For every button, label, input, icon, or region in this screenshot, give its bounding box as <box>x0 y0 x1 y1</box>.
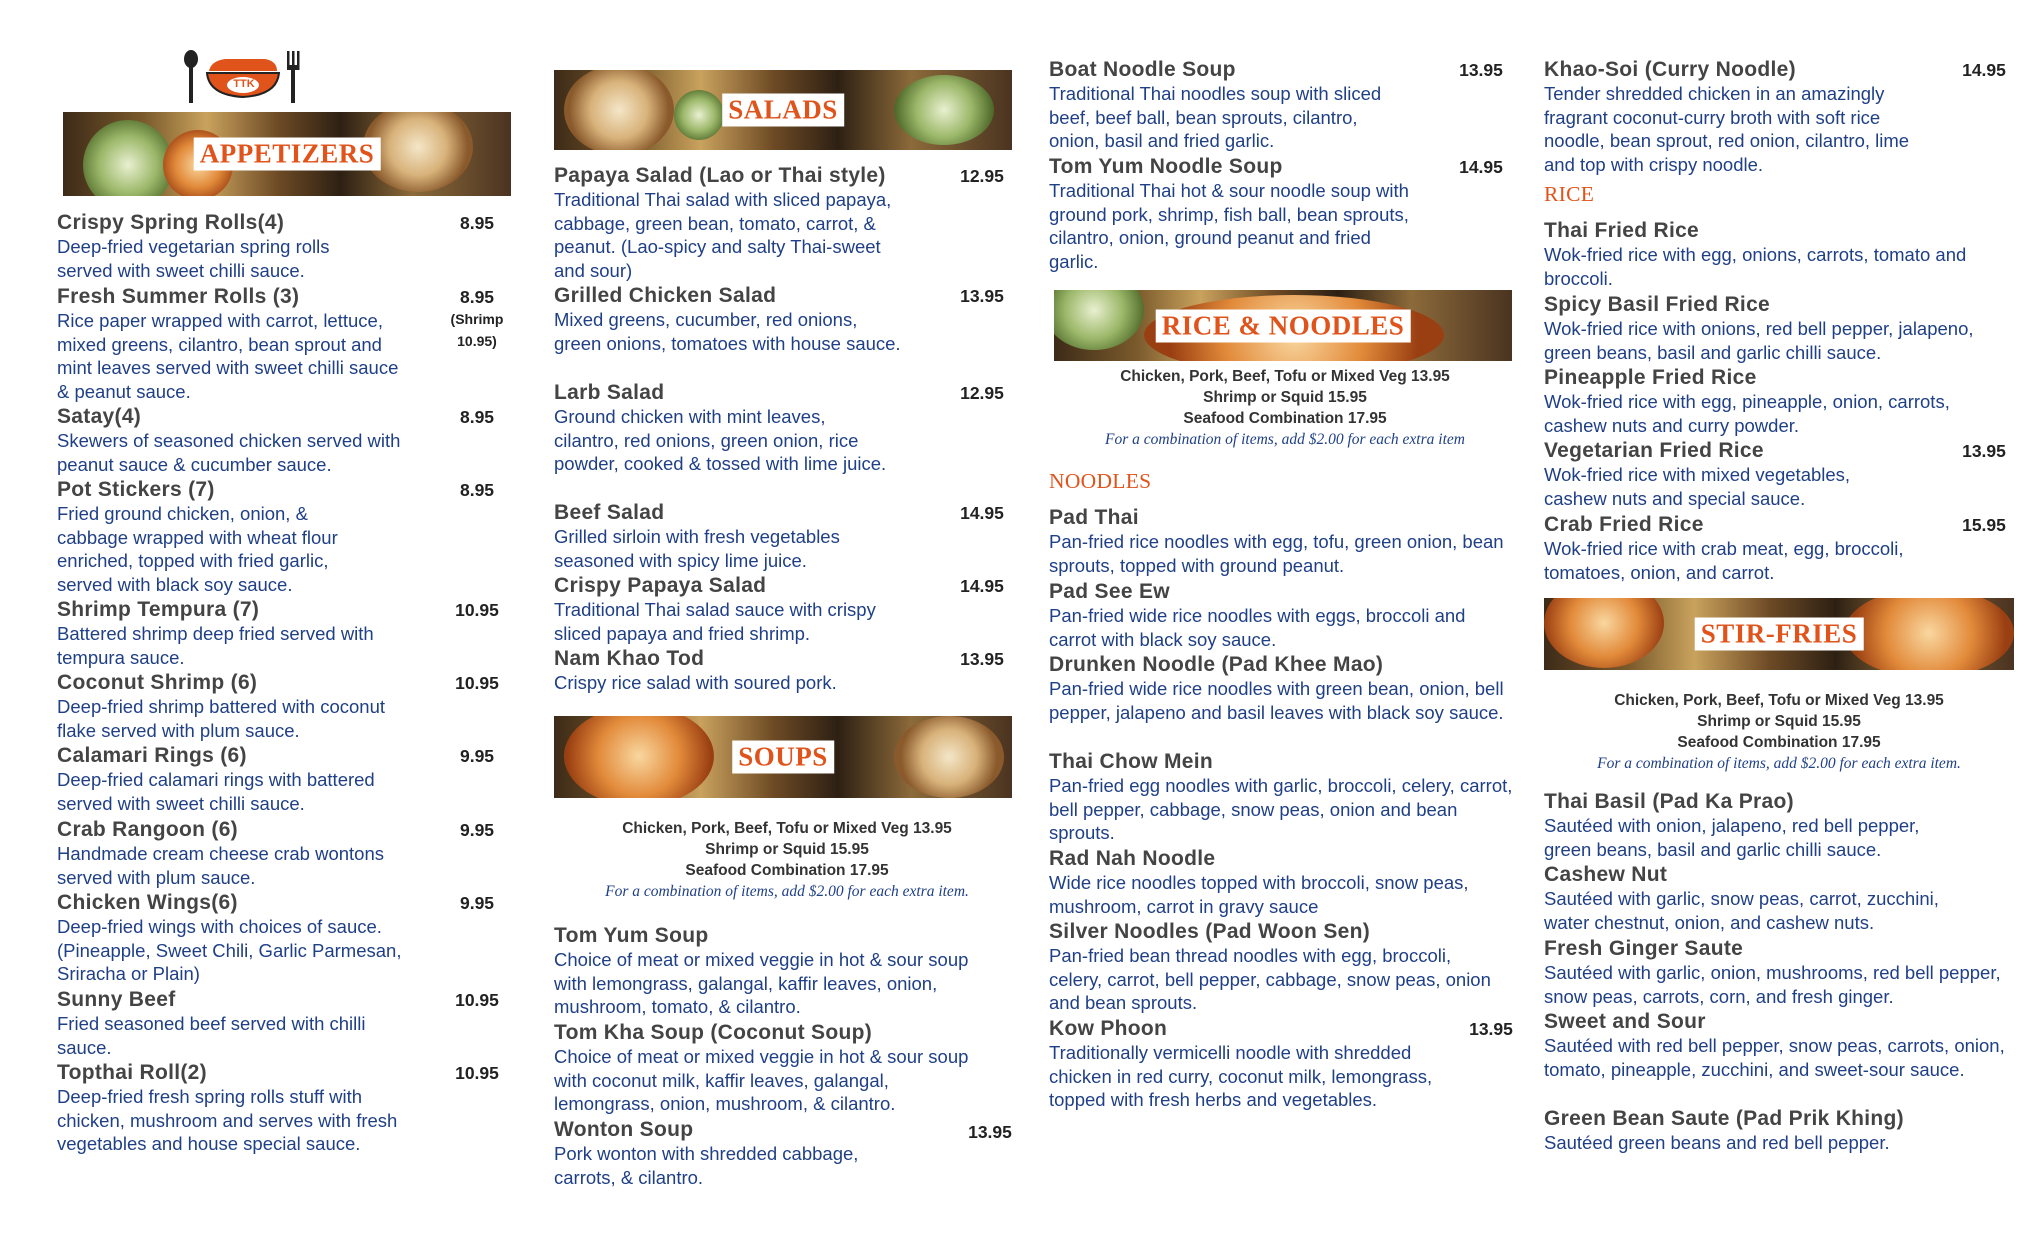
item-price-note: (Shrimp 10.95) <box>450 311 504 349</box>
appetizers-title: APPETIZERS <box>194 138 381 171</box>
menu-item <box>57 1061 512 1181</box>
item-name: Beef Salad <box>554 501 665 524</box>
soups-list <box>554 924 1020 1188</box>
menu-item <box>1544 863 2014 937</box>
item-price: 13.95 <box>1962 441 2006 461</box>
item-desc: Sautéed green beans and red bell pepper. <box>1544 1132 1890 1153</box>
item-desc: Deep-fried vegetarian spring rolls served with sweet chilli sauce. <box>57 236 330 281</box>
item-desc: Wok-fried rice with egg, pineapple, onion, carrots, cashew nuts and curry powder. <box>1544 391 1950 436</box>
item-desc: Pan-fried bean thread noodles with egg, broccoli, celery, carrot, bell pepper, cabbage, snow peas, onion and bean sprouts. <box>1049 945 1491 1013</box>
item-desc: Choice of meat or mixed veggie in hot & sour soup with lemongrass, galangal, kaffir leaves, onion, mushroom, tomato, & cilantro. <box>554 949 969 1017</box>
item-desc: Wok-fried rice with mixed vegetables, cashew nuts and special sauce. <box>1544 464 1851 509</box>
menu-item <box>57 211 512 285</box>
item-desc: Handmade cream cheese crab wontons served with plum sauce. <box>57 843 385 888</box>
menu-item <box>57 478 512 598</box>
item-desc: Pork wonton with shredded cabbage, carrots, & cilantro. <box>554 1143 859 1188</box>
rice-noodles-combo <box>1049 366 1521 450</box>
salads-list <box>554 164 1020 697</box>
item-name: Nam Khao Tod <box>554 647 705 670</box>
menu-item <box>554 284 1020 381</box>
item-name: Boat Noodle Soup <box>1049 58 1236 81</box>
item-desc: Tender shredded chicken in an amazingly fragrant coconut-curry broth with soft rice noodle, bean sprout, red onion, cilantro, lime and top with crispy noodle. <box>1544 83 1910 175</box>
menu-item <box>1049 750 1521 847</box>
item-desc: Pan-fried wide rice noodles with green bean, onion, bell pepper, jalapeno and basil leaves with black soy sauce. <box>1049 678 1504 723</box>
combo-note: For a combination of items, add $2.00 for each extra item. <box>605 883 969 900</box>
menu-item <box>57 671 512 744</box>
item-price: 15.95 <box>1962 515 2006 535</box>
item-price: 12.95 <box>960 166 1004 186</box>
item-name: Wonton Soup <box>554 1118 694 1141</box>
item-desc: Pan-fried egg noodles with garlic, broccoli, celery, carrot, bell pepper, cabbage, snow peas, onion and bean sprouts. <box>1049 775 1513 843</box>
rice-list <box>1544 219 2014 586</box>
item-price: 10.95 <box>455 673 499 693</box>
menu-item <box>1049 580 1521 653</box>
logo-text: TTK <box>233 78 255 90</box>
item-price: 14.95 <box>1962 60 2006 80</box>
menu-item <box>1049 920 1521 1017</box>
item-name: Grilled Chicken Salad <box>554 284 777 307</box>
item-name: Vegetarian Fried Rice <box>1544 439 1764 462</box>
menu-item <box>1049 653 1521 750</box>
menu-item <box>57 405 512 478</box>
item-desc: Wok-fried rice with egg, onions, carrots, tomato and broccoli. <box>1544 244 1967 289</box>
item-desc: Fried seasoned beef served with chilli sauce. <box>57 1013 366 1058</box>
salads-banner <box>554 70 1012 150</box>
item-price <box>442 287 512 352</box>
menu-item <box>1049 58 1521 155</box>
item-desc: Ground chicken with mint leaves, cilantro, red onions, green onion, rice powder, cooked & tossed with lime juice. <box>554 406 887 474</box>
menu-item <box>554 164 1020 284</box>
item-price: 13.95 <box>960 286 1004 306</box>
item-name: Chicken Wings(6) <box>57 891 238 914</box>
menu-item <box>57 744 512 818</box>
combo-line: Shrimp or Squid 15.95 <box>1203 389 1367 406</box>
item-name: Shrimp Tempura (7) <box>57 598 260 621</box>
item-name: Sunny Beef <box>57 988 176 1011</box>
combo-line: Shrimp or Squid 15.95 <box>705 841 869 858</box>
item-name: Khao-Soi (Curry Noodle) <box>1544 58 1796 81</box>
item-price: 14.95 <box>960 503 1004 523</box>
menu-item <box>1049 155 1521 275</box>
item-name: Rad Nah Noodle <box>1049 847 1216 870</box>
khao-soi-item <box>1544 58 2014 178</box>
combo-note: For a combination of items, add $2.00 for each extra item <box>1105 431 1465 448</box>
menu-item <box>554 501 1020 574</box>
menu-item <box>1544 439 2014 513</box>
menu-item <box>57 988 512 1061</box>
item-desc: Crispy rice salad with soured pork. <box>554 672 837 693</box>
item-name: Pineapple Fried Rice <box>1544 366 1757 389</box>
rice-noodles-title: RICE & NOODLES <box>1156 309 1411 342</box>
item-desc: Mixed greens, cucumber, red onions, green onions, tomatoes with house sauce. <box>554 309 901 354</box>
item-price: 8.95 <box>459 407 495 427</box>
item-name: Thai Fried Rice <box>1544 219 1700 242</box>
item-name: Tom Yum Noodle Soup <box>1049 155 1283 178</box>
item-name: Topthai Roll(2) <box>57 1061 207 1084</box>
item-name: Cashew Nut <box>1544 863 1668 886</box>
item-name: Pot Stickers (7) <box>57 478 215 501</box>
item-desc: Wok-fried rice with onions, red bell pepper, jalapeno, green beans, basil and garlic chilli sauce. <box>1544 318 1974 363</box>
restaurant-logo <box>177 49 310 105</box>
item-desc: Skewers of seasoned chicken served with peanut sauce & cucumber sauce. <box>57 430 401 475</box>
menu-item <box>57 285 512 405</box>
menu-item <box>554 924 1020 1021</box>
item-price: 14.95 <box>960 576 1004 596</box>
item-price: 13.95 <box>1469 1019 1513 1039</box>
item-desc: Traditional Thai salad with sliced papaya, cabbage, green bean, tomato, carrot, & peanut. (Lao-spicy and salty Thai-sweet and sour) <box>554 189 892 281</box>
item-desc: Sautéed with garlic, onion, mushrooms, red bell pepper, snow peas, carrots, corn, and fresh ginger. <box>1544 962 2001 1007</box>
item-desc: Pan-fried wide rice noodles with eggs, broccoli and carrot with black soy sauce. <box>1049 605 1466 650</box>
noodles-heading: NOODLES <box>1049 469 1152 493</box>
item-name: Silver Noodles (Pad Woon Sen) <box>1049 920 1371 943</box>
item-desc: Deep-fried fresh spring rolls stuff with chicken, mushroom and serves with fresh vegetables and house special sauce. <box>57 1086 398 1154</box>
item-desc: Sautéed with onion, jalapeno, red bell pepper, green beans, basil and garlic chilli sauce. <box>1544 815 1920 860</box>
item-name: Thai Chow Mein <box>1049 750 1214 773</box>
combo-line: Shrimp or Squid 15.95 <box>1697 713 1861 730</box>
item-name: Sweet and Sour <box>1544 1010 1706 1033</box>
soups-banner <box>554 716 1012 798</box>
stir-fries-title: STIR-FRIES <box>1695 618 1864 651</box>
item-name: Drunken Noodle (Pad Khee Mao) <box>1049 653 1384 676</box>
item-name: Thai Basil (Pad Ka Prao) <box>1544 790 1794 813</box>
item-price: 10.95 <box>455 1063 499 1083</box>
appetizers-banner <box>63 112 511 196</box>
stir-fries-banner <box>1544 598 2014 670</box>
menu-item <box>57 598 512 671</box>
soups-title: SOUPS <box>732 741 834 774</box>
menu-item <box>1544 790 2014 863</box>
item-desc: Traditional Thai salad sauce with crispy sliced papaya and fried shrimp. <box>554 599 876 644</box>
item-price-value: 8.95 <box>459 287 495 307</box>
item-desc: Rice paper wrapped with carrot, lettuce, mixed greens, cilantro, bean sprout and mint leaves served with sweet chilli sauce & peanut sauce. <box>57 310 399 402</box>
combo-line: Seafood Combination 17.95 <box>1677 734 1881 751</box>
menu-item <box>57 891 512 988</box>
combo-note: For a combination of items, add $2.00 for each extra item. <box>1597 755 1961 772</box>
menu-item <box>1544 58 2014 178</box>
item-name: Crab Fried Rice <box>1544 513 1704 536</box>
menu-item <box>1049 506 1521 580</box>
item-desc: Traditional Thai hot & sour noodle soup with ground pork, shrimp, fish ball, bean sprouts, cilantro, onion, ground peanut and fried garlic. <box>1049 180 1409 272</box>
item-name: Pad Thai <box>1049 506 1139 529</box>
item-name: Spicy Basil Fried Rice <box>1544 293 1771 316</box>
item-price: 14.95 <box>1459 157 1503 177</box>
menu-item <box>1049 847 1521 920</box>
item-desc: Sautéed with garlic, snow peas, carrot, zucchini, water chestnut, onion, and cashew nuts. <box>1544 888 1939 933</box>
menu-item <box>554 1118 1020 1188</box>
item-name: Green Bean Saute (Pad Prik Khing) <box>1544 1107 1904 1130</box>
menu-item <box>554 574 1020 647</box>
menu-item <box>554 1021 1020 1118</box>
item-price: 10.95 <box>455 990 499 1010</box>
item-desc: Battered shrimp deep fried served with tempura sauce. <box>57 623 374 668</box>
item-desc: Traditionally vermicelli noodle with shredded chicken in red curry, coconut milk, lemongrass, topped with fresh herbs and vegetables. <box>1049 1042 1433 1110</box>
item-desc: Grilled sirloin with fresh vegetables seasoned with spicy lime juice. <box>554 526 840 571</box>
menu-item <box>1544 293 2014 366</box>
item-desc: Wok-fried rice with crab meat, egg, broccoli, tomatoes, onion, and carrot. <box>1544 538 1904 583</box>
rice-noodles-banner <box>1054 290 1512 361</box>
item-desc: Traditional Thai noodles soup with sliced beef, beef ball, bean sprouts, cilantro, onion, basil and fried garlic. <box>1049 83 1382 151</box>
item-name: Pad See Ew <box>1049 580 1170 603</box>
item-price: 13.95 <box>1459 60 1503 80</box>
item-name: Tom Kha Soup (Coconut Soup) <box>554 1021 872 1044</box>
menu-item <box>1544 937 2014 1010</box>
combo-line: Chicken, Pork, Beef, Tofu or Mixed Veg 13.95 <box>1614 692 1944 709</box>
item-name: Papaya Salad (Lao or Thai style) <box>554 164 886 187</box>
item-name: Kow Phoon <box>1049 1017 1168 1040</box>
stir-fries-list <box>1544 790 2014 1157</box>
item-name: Coconut Shrimp (6) <box>57 671 258 694</box>
rice-heading: RICE <box>1544 182 1595 206</box>
menu-item <box>554 647 1020 697</box>
item-name: Crab Rangoon (6) <box>57 818 238 841</box>
item-name: Crispy Papaya Salad <box>554 574 767 597</box>
menu-item <box>1544 513 2014 586</box>
combo-line: Seafood Combination 17.95 <box>1183 410 1387 427</box>
item-name: Fresh Summer Rolls (3) <box>57 285 300 308</box>
item-price: 9.95 <box>459 746 495 766</box>
menu-item <box>1544 366 2014 439</box>
menu-item <box>1049 1017 1521 1137</box>
combo-line: Chicken, Pork, Beef, Tofu or Mixed Veg 13.95 <box>1120 368 1450 385</box>
item-desc: Deep-fried shrimp battered with coconut flake served with plum sauce. <box>57 696 386 741</box>
item-name: Calamari Rings (6) <box>57 744 247 767</box>
menu-item <box>1544 1107 2014 1157</box>
item-price: 13.95 <box>960 649 1004 669</box>
item-price: 8.95 <box>459 480 495 500</box>
item-desc: Wide rice noodles topped with broccoli, snow peas, mushroom, carrot in gravy sauce <box>1049 872 1469 917</box>
menu-item <box>554 381 1020 501</box>
item-desc: Fried ground chicken, onion, & cabbage wrapped with wheat flour enriched, topped with fried garlic, served with black soy sauce. <box>57 503 338 595</box>
item-price: 12.95 <box>960 383 1004 403</box>
fork-spoon-bowl-icon <box>177 49 310 105</box>
stir-fries-combo <box>1544 690 2014 774</box>
item-name: Fresh Ginger Saute <box>1544 937 1744 960</box>
salads-title: SALADS <box>722 94 844 127</box>
menu-item <box>57 818 512 891</box>
appetizers-list <box>57 211 512 1181</box>
combo-line: Seafood Combination 17.95 <box>685 862 889 879</box>
item-name: Crispy Spring Rolls(4) <box>57 211 285 234</box>
combo-line: Chicken, Pork, Beef, Tofu or Mixed Veg 13.95 <box>622 820 952 837</box>
item-name: Larb Salad <box>554 381 665 404</box>
noodles-list <box>1049 506 1521 1137</box>
item-price: 8.95 <box>459 213 495 233</box>
item-name: Tom Yum Soup <box>554 924 709 947</box>
menu-item <box>1544 1010 2014 1107</box>
item-desc: Deep-fried calamari rings with battered served with sweet chilli sauce. <box>57 769 375 814</box>
item-desc: Sautéed with red bell pepper, snow peas, carrots, onion, tomato, pineapple, zucchini, and sweet-sour sauce. <box>1544 1035 2005 1080</box>
menu-item <box>1544 219 2014 293</box>
item-price: 13.95 <box>968 1122 1012 1142</box>
item-desc: Choice of meat or mixed veggie in hot & sour soup with coconut milk, kaffir leaves, galangal, lemongrass, onion, mushroom, & cilantro. <box>554 1046 969 1114</box>
item-price: 9.95 <box>459 820 495 840</box>
item-price: 9.95 <box>459 893 495 913</box>
noodle-soups-list <box>1049 58 1521 275</box>
soups-combo <box>554 818 1020 902</box>
item-name: Satay(4) <box>57 405 142 428</box>
item-price: 10.95 <box>455 600 499 620</box>
item-desc: Pan-fried rice noodles with egg, tofu, green onion, bean sprouts, topped with ground peanut. <box>1049 531 1504 576</box>
item-desc: Deep-fried wings with choices of sauce.(Pineapple, Sweet Chili, Garlic Parmesan, Sriracha or Plain) <box>57 916 402 984</box>
